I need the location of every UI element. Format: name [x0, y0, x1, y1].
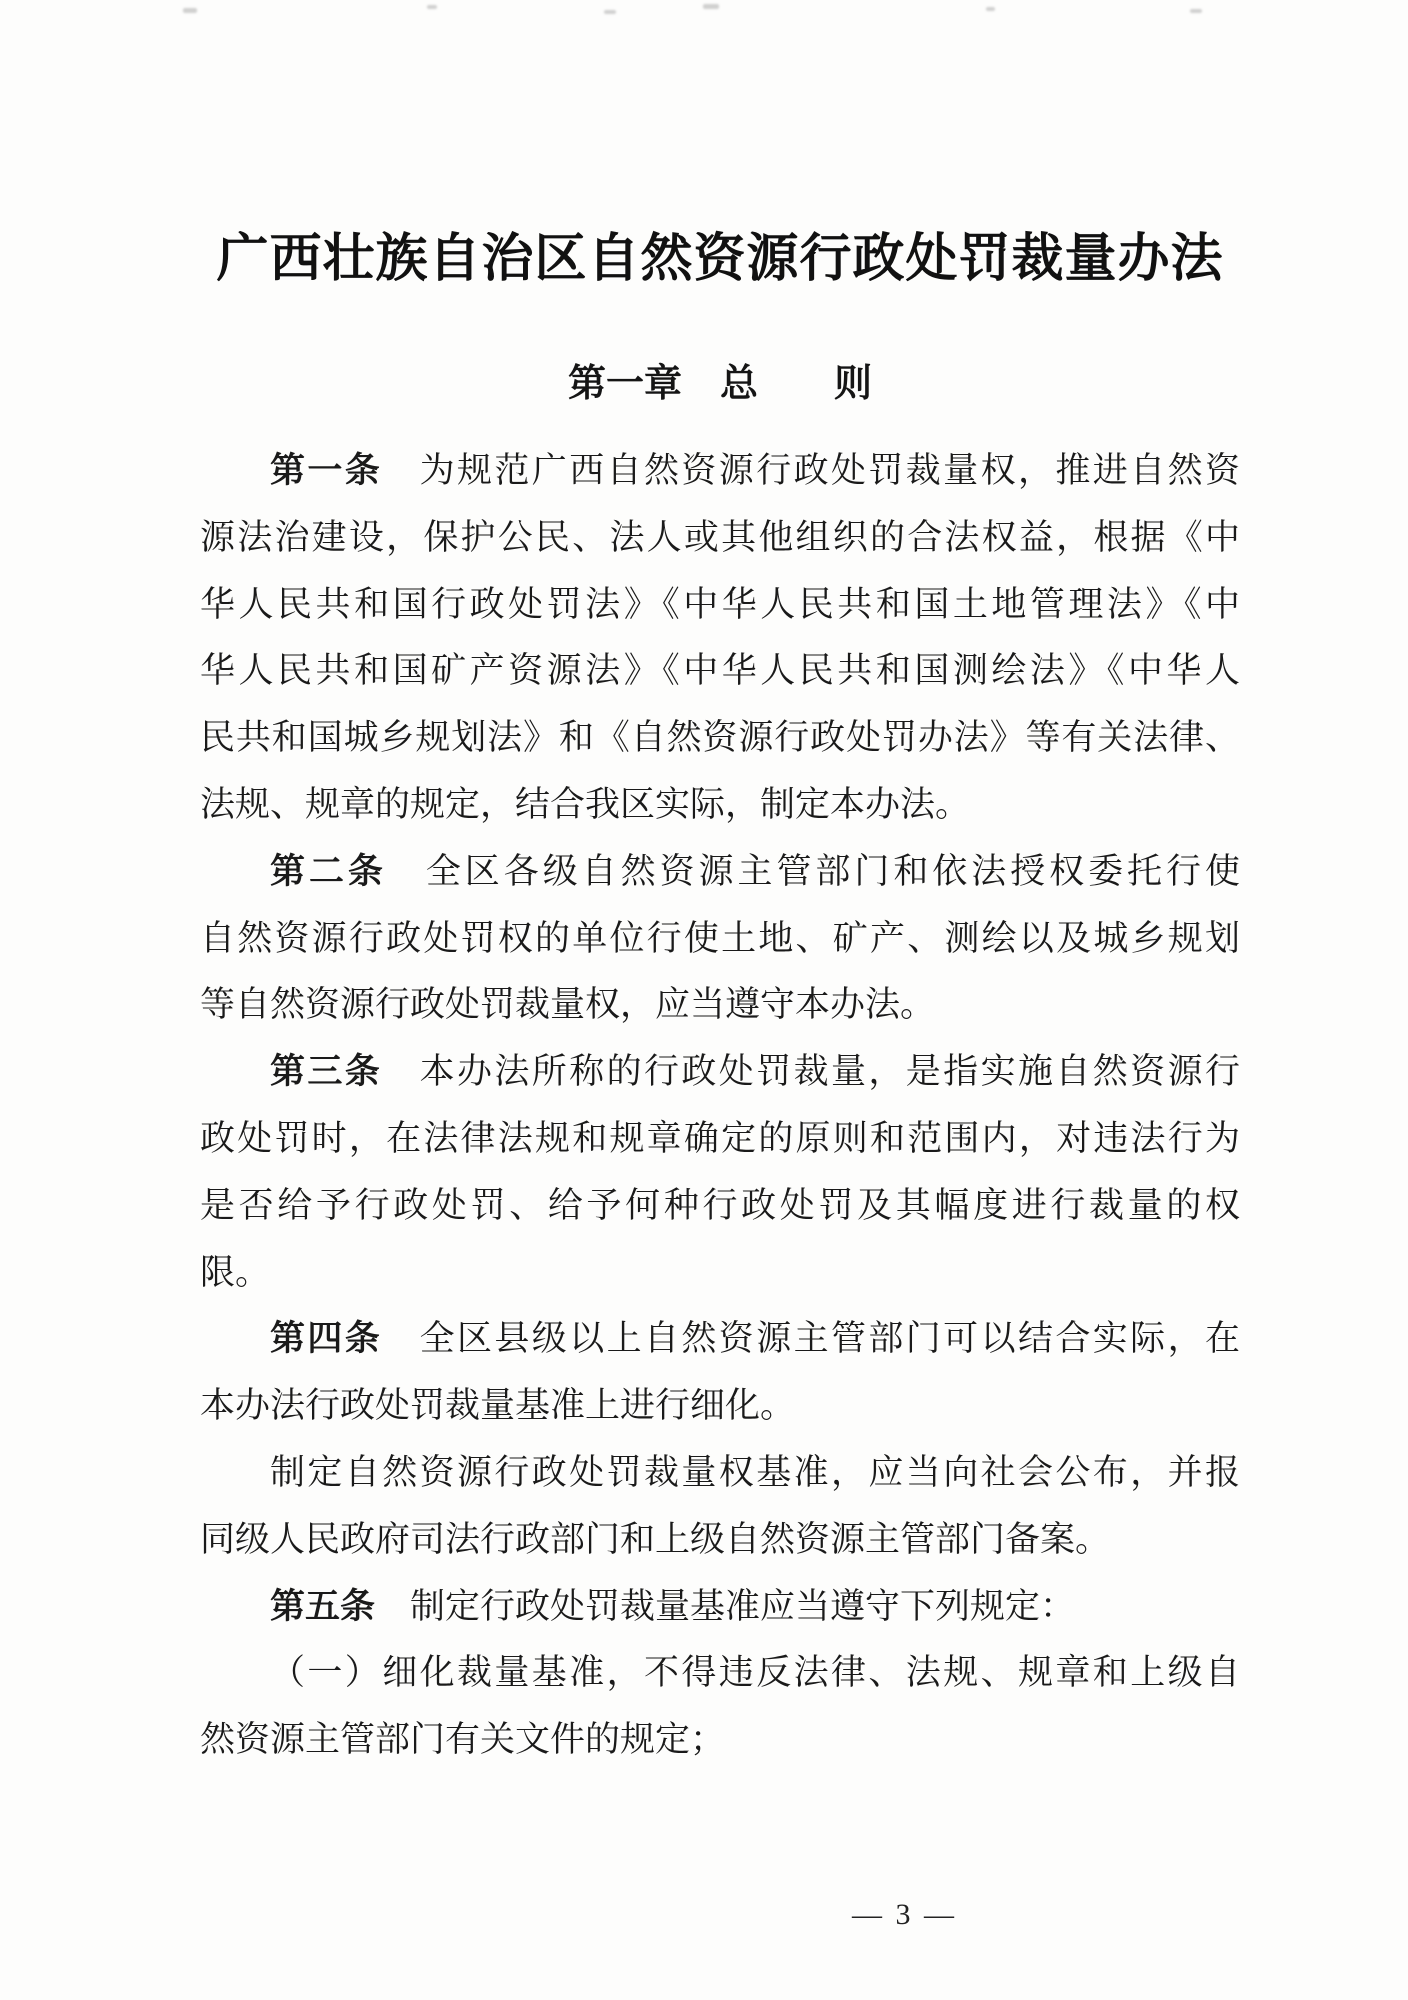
line-text: 自然资源行政处罚权的单位行使土地、矿产、测绘以及城乡规划 [200, 918, 1240, 958]
document-body [200, 438, 1240, 1774]
line-text: 华人民共和国矿产资源法》《中华人民共和国测绘法》《中华人 [200, 651, 1240, 691]
body-line-4 [200, 638, 1240, 705]
body-line-1 [200, 438, 1240, 505]
line-text: 然资源主管部门有关文件的规定； [200, 1720, 726, 1760]
body-line-12 [200, 1173, 1240, 1240]
body-line-9 [200, 972, 1240, 1039]
line-text: 限。 [200, 1252, 271, 1292]
line-text: 民共和国城乡规划法》和《自然资源行政处罚办法》等有关法律、 [200, 718, 1240, 758]
line-text: 本办法所称的行政处罚裁量，是指实施自然资源行 [382, 1052, 1240, 1092]
body-line-14 [200, 1306, 1240, 1373]
body-line-18 [200, 1574, 1240, 1641]
line-text: 同级人民政府司法行政部门和上级自然资源主管部门备案。 [200, 1519, 1111, 1559]
body-line-7 [200, 839, 1240, 906]
line-text: 制定行政处罚裁量基准应当遵守下列规定： [375, 1586, 1076, 1626]
line-text: 全区县级以上自然资源主管部门可以结合实际，在 [382, 1319, 1240, 1359]
body-line-17 [200, 1507, 1240, 1574]
body-line-6 [200, 772, 1240, 839]
line-text: 是否给予行政处罚、给予何种行政处罚及其幅度进行裁量的权 [200, 1185, 1240, 1225]
body-line-10 [200, 1039, 1240, 1106]
page-number: — 3 — [852, 1898, 957, 1931]
line-text: 为规范广西自然资源行政处罚裁量权，推进自然资 [382, 451, 1240, 490]
document-title: 广西壮族自治区自然资源行政处罚裁量办法 [216, 231, 1224, 288]
body-line-8 [200, 906, 1240, 973]
line-text: 等自然资源行政处罚裁量权，应当遵守本办法。 [200, 985, 936, 1025]
scan-artifact [604, 10, 616, 14]
body-line-3 [200, 572, 1240, 639]
body-line-19 [200, 1640, 1240, 1707]
scan-artifact [427, 5, 437, 9]
body-line-16 [200, 1440, 1240, 1507]
article-number-3: 第三条 [270, 1052, 383, 1092]
line-text: 制定自然资源行政处罚裁量权基准，应当向社会公布，并报 [270, 1452, 1240, 1492]
body-line-13 [200, 1240, 1240, 1307]
line-text: 华人民共和国行政处罚法》《中华人民共和国土地管理法》《中 [200, 584, 1240, 624]
body-line-11 [200, 1106, 1240, 1173]
line-text: （一）细化裁量基准，不得违反法律、法规、规章和上级自 [270, 1653, 1240, 1693]
line-text: 政处罚时，在法律法规和规章确定的原则和范围内，对违法行为 [200, 1118, 1240, 1158]
article-number-5: 第五条 [270, 1586, 376, 1626]
body-line-15 [200, 1373, 1240, 1440]
scan-artifact [703, 4, 719, 9]
body-line-20 [200, 1707, 1240, 1774]
article-number-2: 第二条 [270, 851, 387, 891]
article-number-4: 第四条 [270, 1319, 383, 1359]
line-text: 源法治建设，保护公民、法人或其他组织的合法权益，根据《中 [200, 517, 1240, 557]
scan-artifact [986, 7, 995, 11]
line-text: 法规、规章的规定，结合我区实际，制定本办法。 [200, 784, 971, 824]
line-text: 全区各级自然资源主管部门和依法授权委托行使 [386, 851, 1240, 891]
scan-artifact [1190, 9, 1202, 13]
body-line-2 [200, 505, 1240, 572]
body-line-5 [200, 705, 1240, 772]
line-text: 本办法行政处罚裁量基准上进行细化。 [200, 1386, 796, 1426]
chapter-heading: 第一章 总 则 [567, 363, 872, 405]
scan-artifact [183, 8, 197, 13]
article-number-1: 第一条 [270, 451, 383, 490]
